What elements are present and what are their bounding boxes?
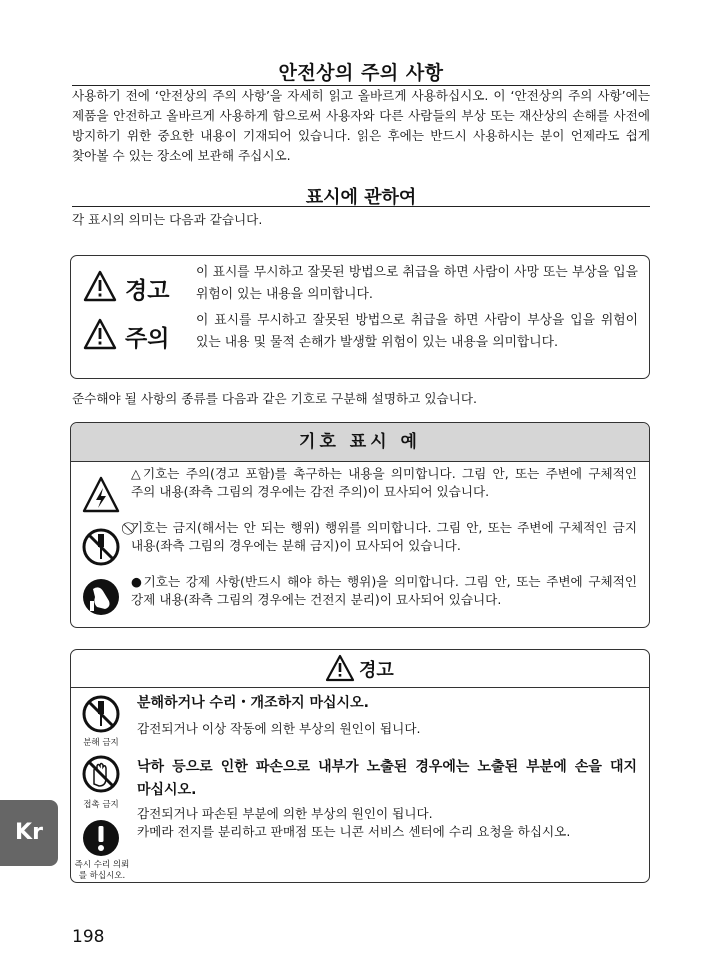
symbol-example-prohibition-text: ⃠기호는 금지(해서는 안 되는 행위) 행위를 의미합니다. 그림 안, 또는 주변에 구체적인 금지 내용(좌측 그림의 경우에는 분해 금지)이 묘사되어 있습니다. <box>131 520 637 553</box>
caution-triangle-icon <box>83 318 117 350</box>
warning-item-2-action: 카메라 전지를 분리하고 판매점 또는 니콘 서비스 센터에 수리 요청을 하십시오. <box>137 824 571 839</box>
symbols-intro: 준수해야 될 사항의 종류를 다음과 같은 기호로 구분해 설명하고 있습니다. <box>72 391 477 406</box>
signal-words-box <box>70 255 650 379</box>
warning-triangle-icon <box>325 654 355 682</box>
language-tab: Kr <box>0 800 58 866</box>
signal-label-warning: 경고 <box>125 278 170 304</box>
symbol-examples-title: 기호 표시 예 <box>71 423 649 462</box>
intro-paragraph: 사용하기 전에 ‘안전상의 주의 사항’을 자세히 읽고 올바르게 사용하십시오. 이 ‘안전상의 주의 사항’에는 제품을 안전하고 올바르게 사용하게 함으로써 사용자와 다른 사람들의 부상 또는 재산상의 손해를 사전에 방지하기 위한 중요한 내용이 기재되어 있습니다. 읽은 후에는 반드시 사용하시는 분이 언제라도 쉽게 찾아볼 수 있는 장소에 보관해 주십시오. <box>72 88 650 163</box>
warning-box-title: 경고 <box>359 660 394 681</box>
symbol-examples-box <box>70 422 650 628</box>
symbol-example-caution-text: △기호는 주의(경고 포함)를 촉구하는 내용을 의미합니다. 그림 안, 또는 주변에 구체적인 주의 내용(좌측 그림의 경우에는 감전 주의)이 묘사되어 있습니다. <box>131 466 637 499</box>
unplug-battery-icon <box>81 577 121 617</box>
signs-intro: 각 표시의 의미는 다음과 같습니다. <box>72 212 263 227</box>
symbol-example-mandatory-text: ●기호는 강제 사항(반드시 해야 하는 행위)을 의미합니다. 그림 안, 또는 주변에 구체적인 강제 내용(좌측 그림의 경우에는 건전지 분리)이 묘사되어 있습니다. <box>131 574 637 607</box>
do-not-touch-icon <box>81 754 121 794</box>
warning-box-header <box>71 650 649 688</box>
warning-box <box>70 649 650 883</box>
page-title: 안전상의 주의 사항 <box>72 58 650 86</box>
section-heading-signs: 표시에 관하여 <box>72 183 650 207</box>
warning-triangle-icon <box>83 270 109 300</box>
mandatory-icon <box>81 818 121 858</box>
warning-item-2-title: 낙하 등으로 인한 파손으로 내부가 노출된 경우에는 노출된 부분에 손을 대지 마십시오. <box>137 759 637 798</box>
warning-item-1-text: 감전되거나 이상 작동에 의한 부상의 원인이 됩니다. <box>137 721 421 736</box>
electric-shock-caution-icon <box>81 475 121 515</box>
warning-item-2-text: 감전되거나 파손된 부분에 의한 부상의 원인이 됩니다. <box>137 806 433 821</box>
mandatory-caption: 즉시 수리 의뢰를 하십시오. <box>74 860 130 881</box>
signal-text-caution: 이 표시를 무시하고 잘못된 방법으로 취급을 하면 사람이 부상을 입을 위험이 있는 내용 및 물적 손해가 발생할 위험이 있는 내용을 의미합니다. <box>196 313 638 350</box>
page-number: 198 <box>72 927 105 947</box>
signal-text-warning: 이 표시를 무시하고 잘못된 방법으로 취급을 하면 사람이 사망 또는 부상을 입을 위험이 있는 내용을 의미합니다. <box>196 265 638 302</box>
signal-label-caution: 주의 <box>125 326 170 352</box>
no-disassembly-icon <box>81 694 121 734</box>
no-disassembly-caption: 분해 금지 <box>83 738 119 748</box>
warning-item-1-title: 분해하거나 수리・개조하지 마십시오. <box>137 695 369 711</box>
no-disassembly-icon <box>81 527 121 567</box>
do-not-touch-caption: 접촉 금지 <box>83 800 119 810</box>
